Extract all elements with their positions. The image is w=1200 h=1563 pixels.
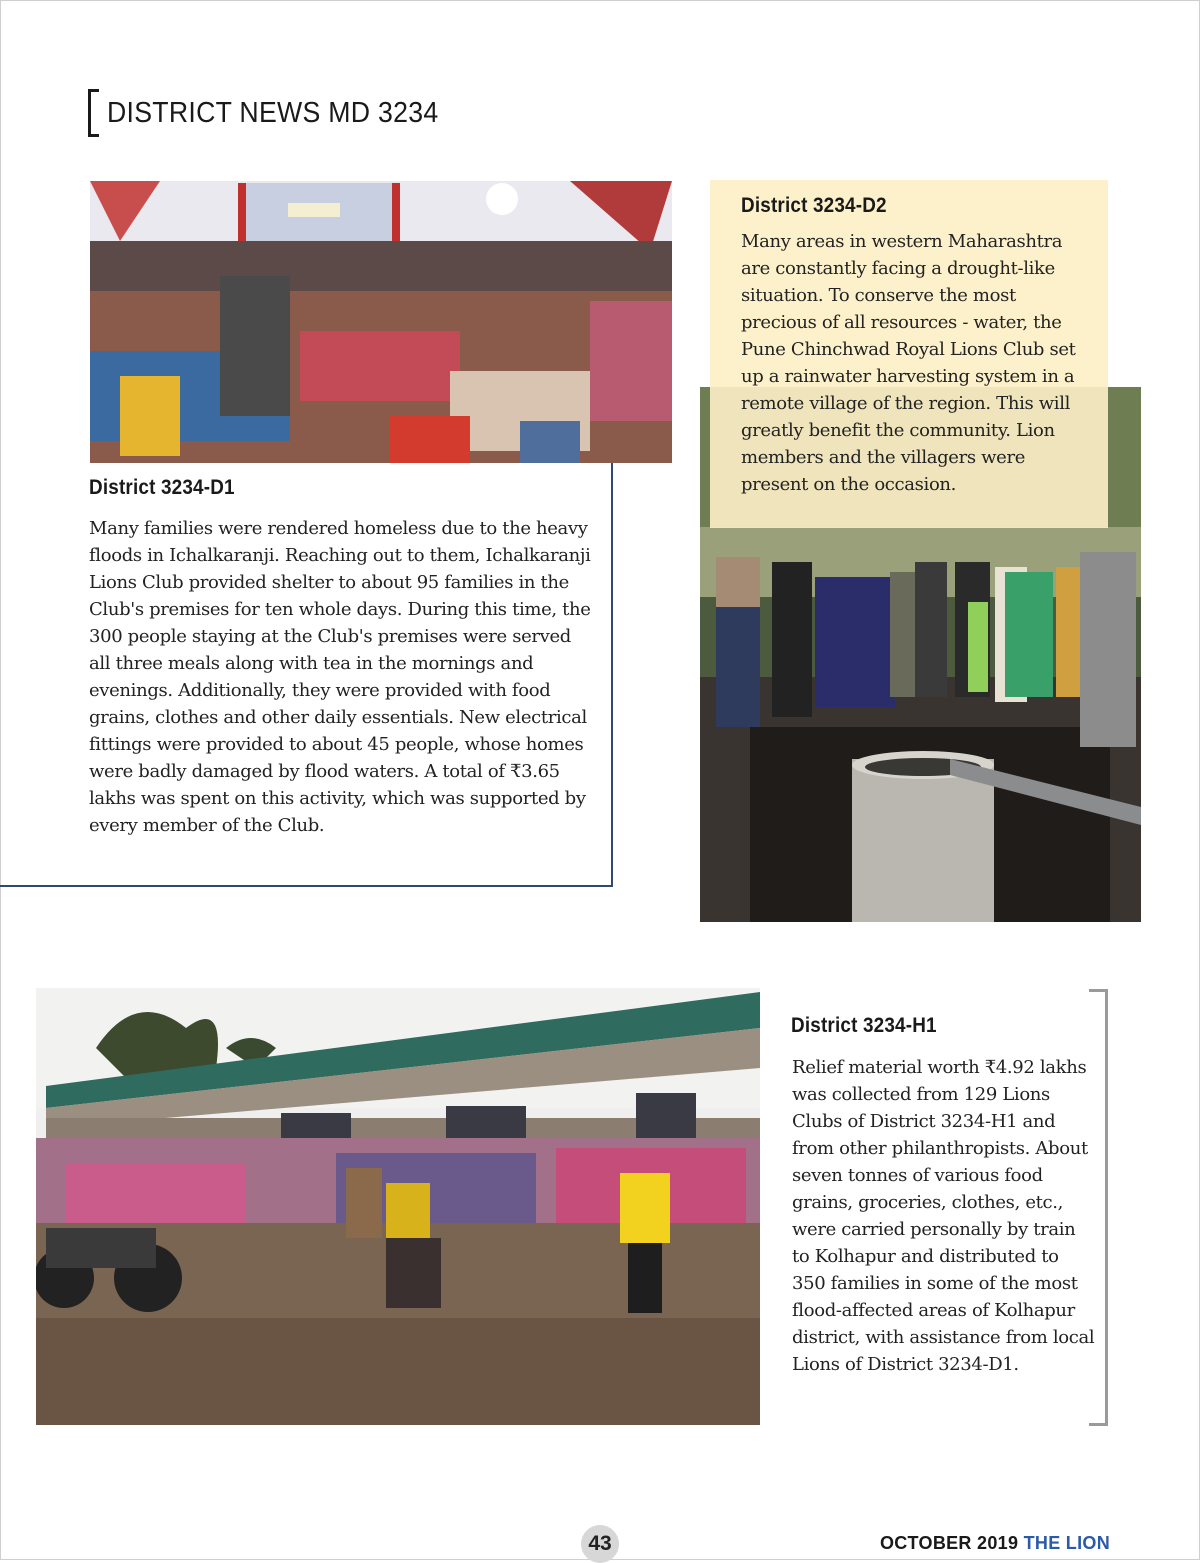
- d2-article-panel: [710, 180, 1108, 528]
- d2-heading: District 3234-D2: [741, 194, 887, 217]
- header-bracket: [88, 89, 99, 137]
- d1-body: Many families were rendered homeless due to the heavy floods in Ichalkaranji. Reaching out to them, Ichalkaranji Lions Club provided shelter to about 95 families in the Club's premises for ten whole days. During this time, the 300 people staying at the Club's premises were served all three meals along with tea in the mornings and evenings. Additionally, they were provided with food grains, clothes and other daily essentials. New electrical fittings were provided to about 45 people, whose homes were badly damaged by flood waters. A total of ₹3.65 lakhs was spent on this activity, which was supported by every member of the Club.: [89, 518, 591, 836]
- footer-masthead: [880, 1533, 1110, 1554]
- page-header: [88, 90, 467, 136]
- relief-distribution-photo: [36, 988, 760, 1425]
- shelter-hall-photo: [90, 181, 672, 463]
- d2-body: Many areas in western Maharashtra are constantly facing a drought-like situation. To conserve the most precious of all resources - water, the Pune Chinchwad Royal Lions Club set up a rainwater harvesting system in a remote village of the region. This will greatly benefit the community. Lion members and the villagers were present on the occasion.: [741, 231, 1076, 495]
- page-title: DISTRICT NEWS MD 3234: [107, 96, 439, 129]
- h1-body: Relief material worth ₹4.92 lakhs was collected from 129 Lions Clubs of District 3234-H1 and from other philanthropists. About seven tonnes of various food grains, groceries, clothes, etc., were carried personally by train to Kolhapur and distributed to 350 families in some of the most flood-affected areas of Kolhapur district, with assistance from local Lions of District 3234-D1.: [792, 1057, 1095, 1375]
- page-number: 43: [581, 1525, 619, 1563]
- d1-heading: District 3234-D1: [89, 476, 235, 499]
- footer-magazine-name: THE LION: [1023, 1533, 1110, 1553]
- h1-heading: District 3234-H1: [791, 1014, 937, 1037]
- footer-month-year: OCTOBER 2019: [879, 1533, 1019, 1553]
- h1-bracket: [1089, 989, 1108, 1426]
